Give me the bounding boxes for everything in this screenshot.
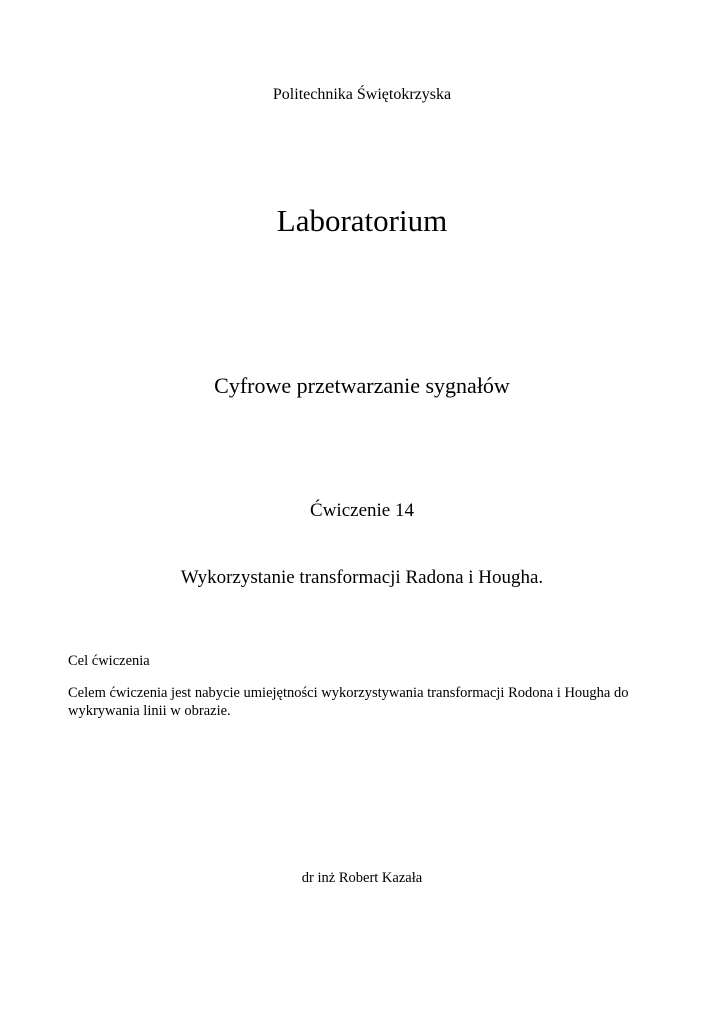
university-name: Politechnika Świętokrzyska — [272, 86, 452, 103]
goal-line-1: Celem ćwiczenia jest nabycie umiejętności wykorzystywania transformacji Rodona i Hougha do — [68, 685, 629, 701]
goal-paragraph — [68, 684, 668, 720]
exercise-topic: Wykorzystanie transformacji Radona i Hougha. — [180, 567, 544, 588]
author-name: dr inż Robert Kazała — [301, 870, 423, 886]
page-title: Laboratorium — [276, 203, 448, 238]
exercise-number: Ćwiczenie 14 — [310, 500, 414, 521]
subject-title: Cyfrowe przetwarzanie sygnałów — [214, 373, 510, 398]
goal-line-2: wykrywania linii w obrazie. — [68, 703, 231, 719]
goal-heading: Cel ćwiczenia — [68, 653, 150, 669]
